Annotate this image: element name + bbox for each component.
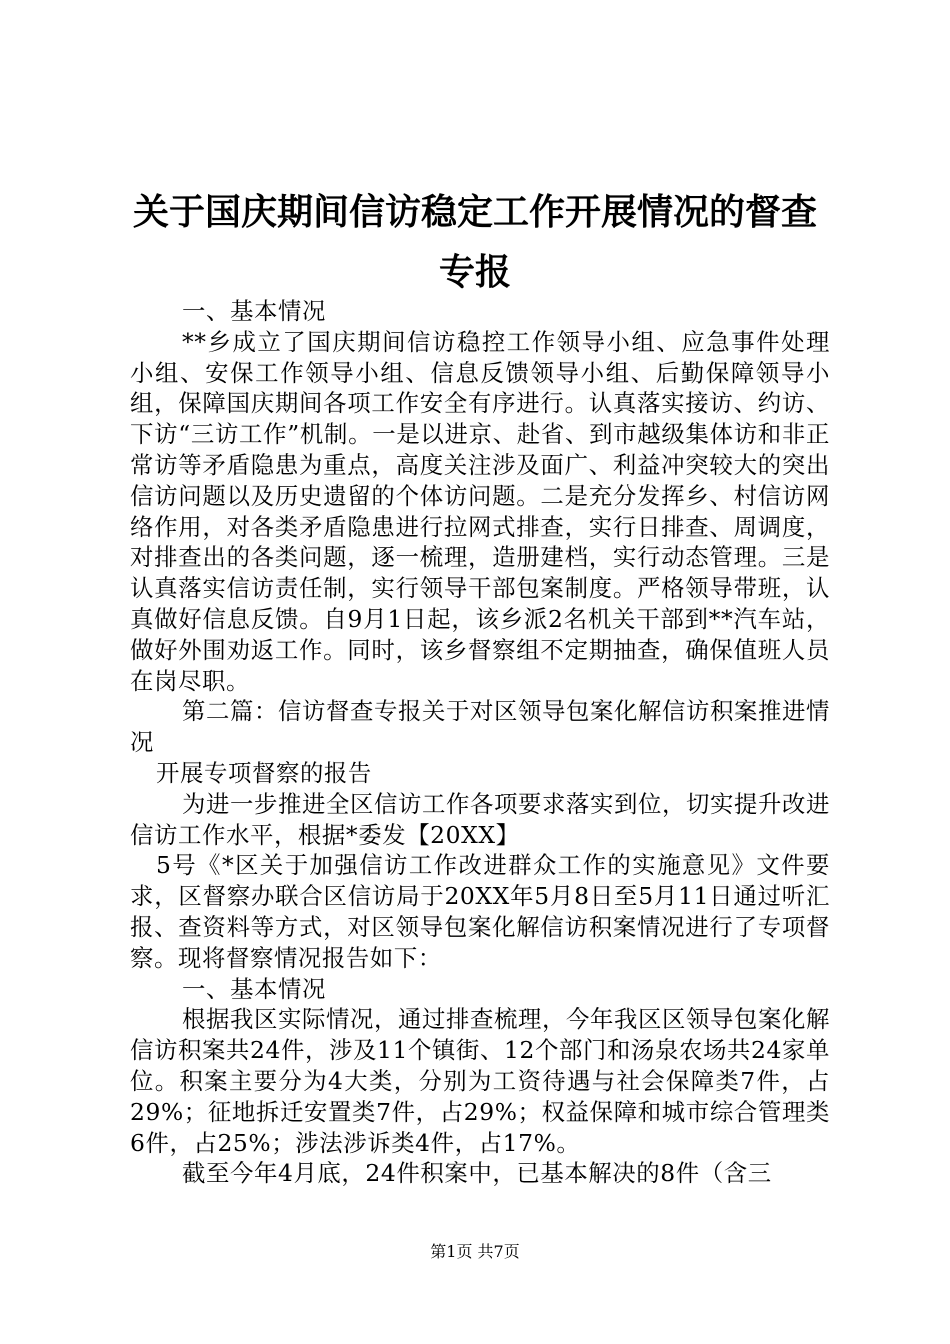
paragraph-second-article-heading: 第二篇：信访督查专报关于对区领导包案化解信访积案推进情况 [130,697,830,757]
paragraph-document-requirements: 5号《*区关于加强信访工作改进群众工作的实施意见》文件要求，区督察办联合区信访局于20XX年5月8日至5月11日通过听汇报、查资料等方式，对区领导包案化解信访积案情况进行了专项督察。现将督察情况报告如下： [130,851,830,972]
document-body [130,296,830,1189]
paragraph-statistics: 根据我区实际情况，通过排查梳理，今年我区区领导包案化解信访积案共24件，涉及11个镇街、12个部门和汤泉农场共24家单位。积案主要分为4大类，分别为工资待遇与社会保障类7件，占29%；征地拆迁安置类7件，占29%；权益保障和城市综合管理类6件，占25%；涉法涉诉类4件，占17%。 [130,1005,830,1157]
section-heading-basic-situation: 一、基本情况 [182,297,326,325]
paragraph-progress: 截至今年4月底，24件积案中，已基本解决的8件（含三 [182,1159,772,1188]
document-title: 关于国庆期间信访稳定工作开展情况的督查专报 [132,191,817,293]
paragraph-1: **乡成立了国庆期间信访稳控工作领导小组、应急事件处理小组、安保工作领导小组、信息反馈领导小组、后勤保障领导小组，保障国庆期间各项工作安全有序进行。认真落实接访、约访、下访“三访工作”机制。一是以进京、赴省、到市越级集体访和非正常访等矛盾隐患为重点，高度关注涉及面广、利益冲突较大的突出信访问题以及历史遗留的个体访问题。二是充分发挥乡、村信访网络作用，对各类矛盾隐患进行拉网式排查，实行日排查、周调度，对排查出的各类问题，逐一梳理，造册建档，实行动态管理。三是认真落实信访责任制，实行领导干部包案制度。严格领导带班，认真做好信息反馈。自9月1日起，该乡派2名机关干部到**汽车站，做好外围劝返工作。同时，该乡督察组不定期抽查，确保值班人员在岗尽职。 [130,327,830,695]
paragraph-intro: 为进一步推进全区信访工作各项要求落实到位，切实提升改进信访工作水平，根据*委发【20XX】 [130,789,830,849]
section-heading-basic-situation-2: 一、基本情况 [182,974,326,1003]
page-footer: 第1页 共7页 [430,1242,520,1261]
paragraph-report-subtitle: 开展专项督察的报告 [156,758,372,787]
